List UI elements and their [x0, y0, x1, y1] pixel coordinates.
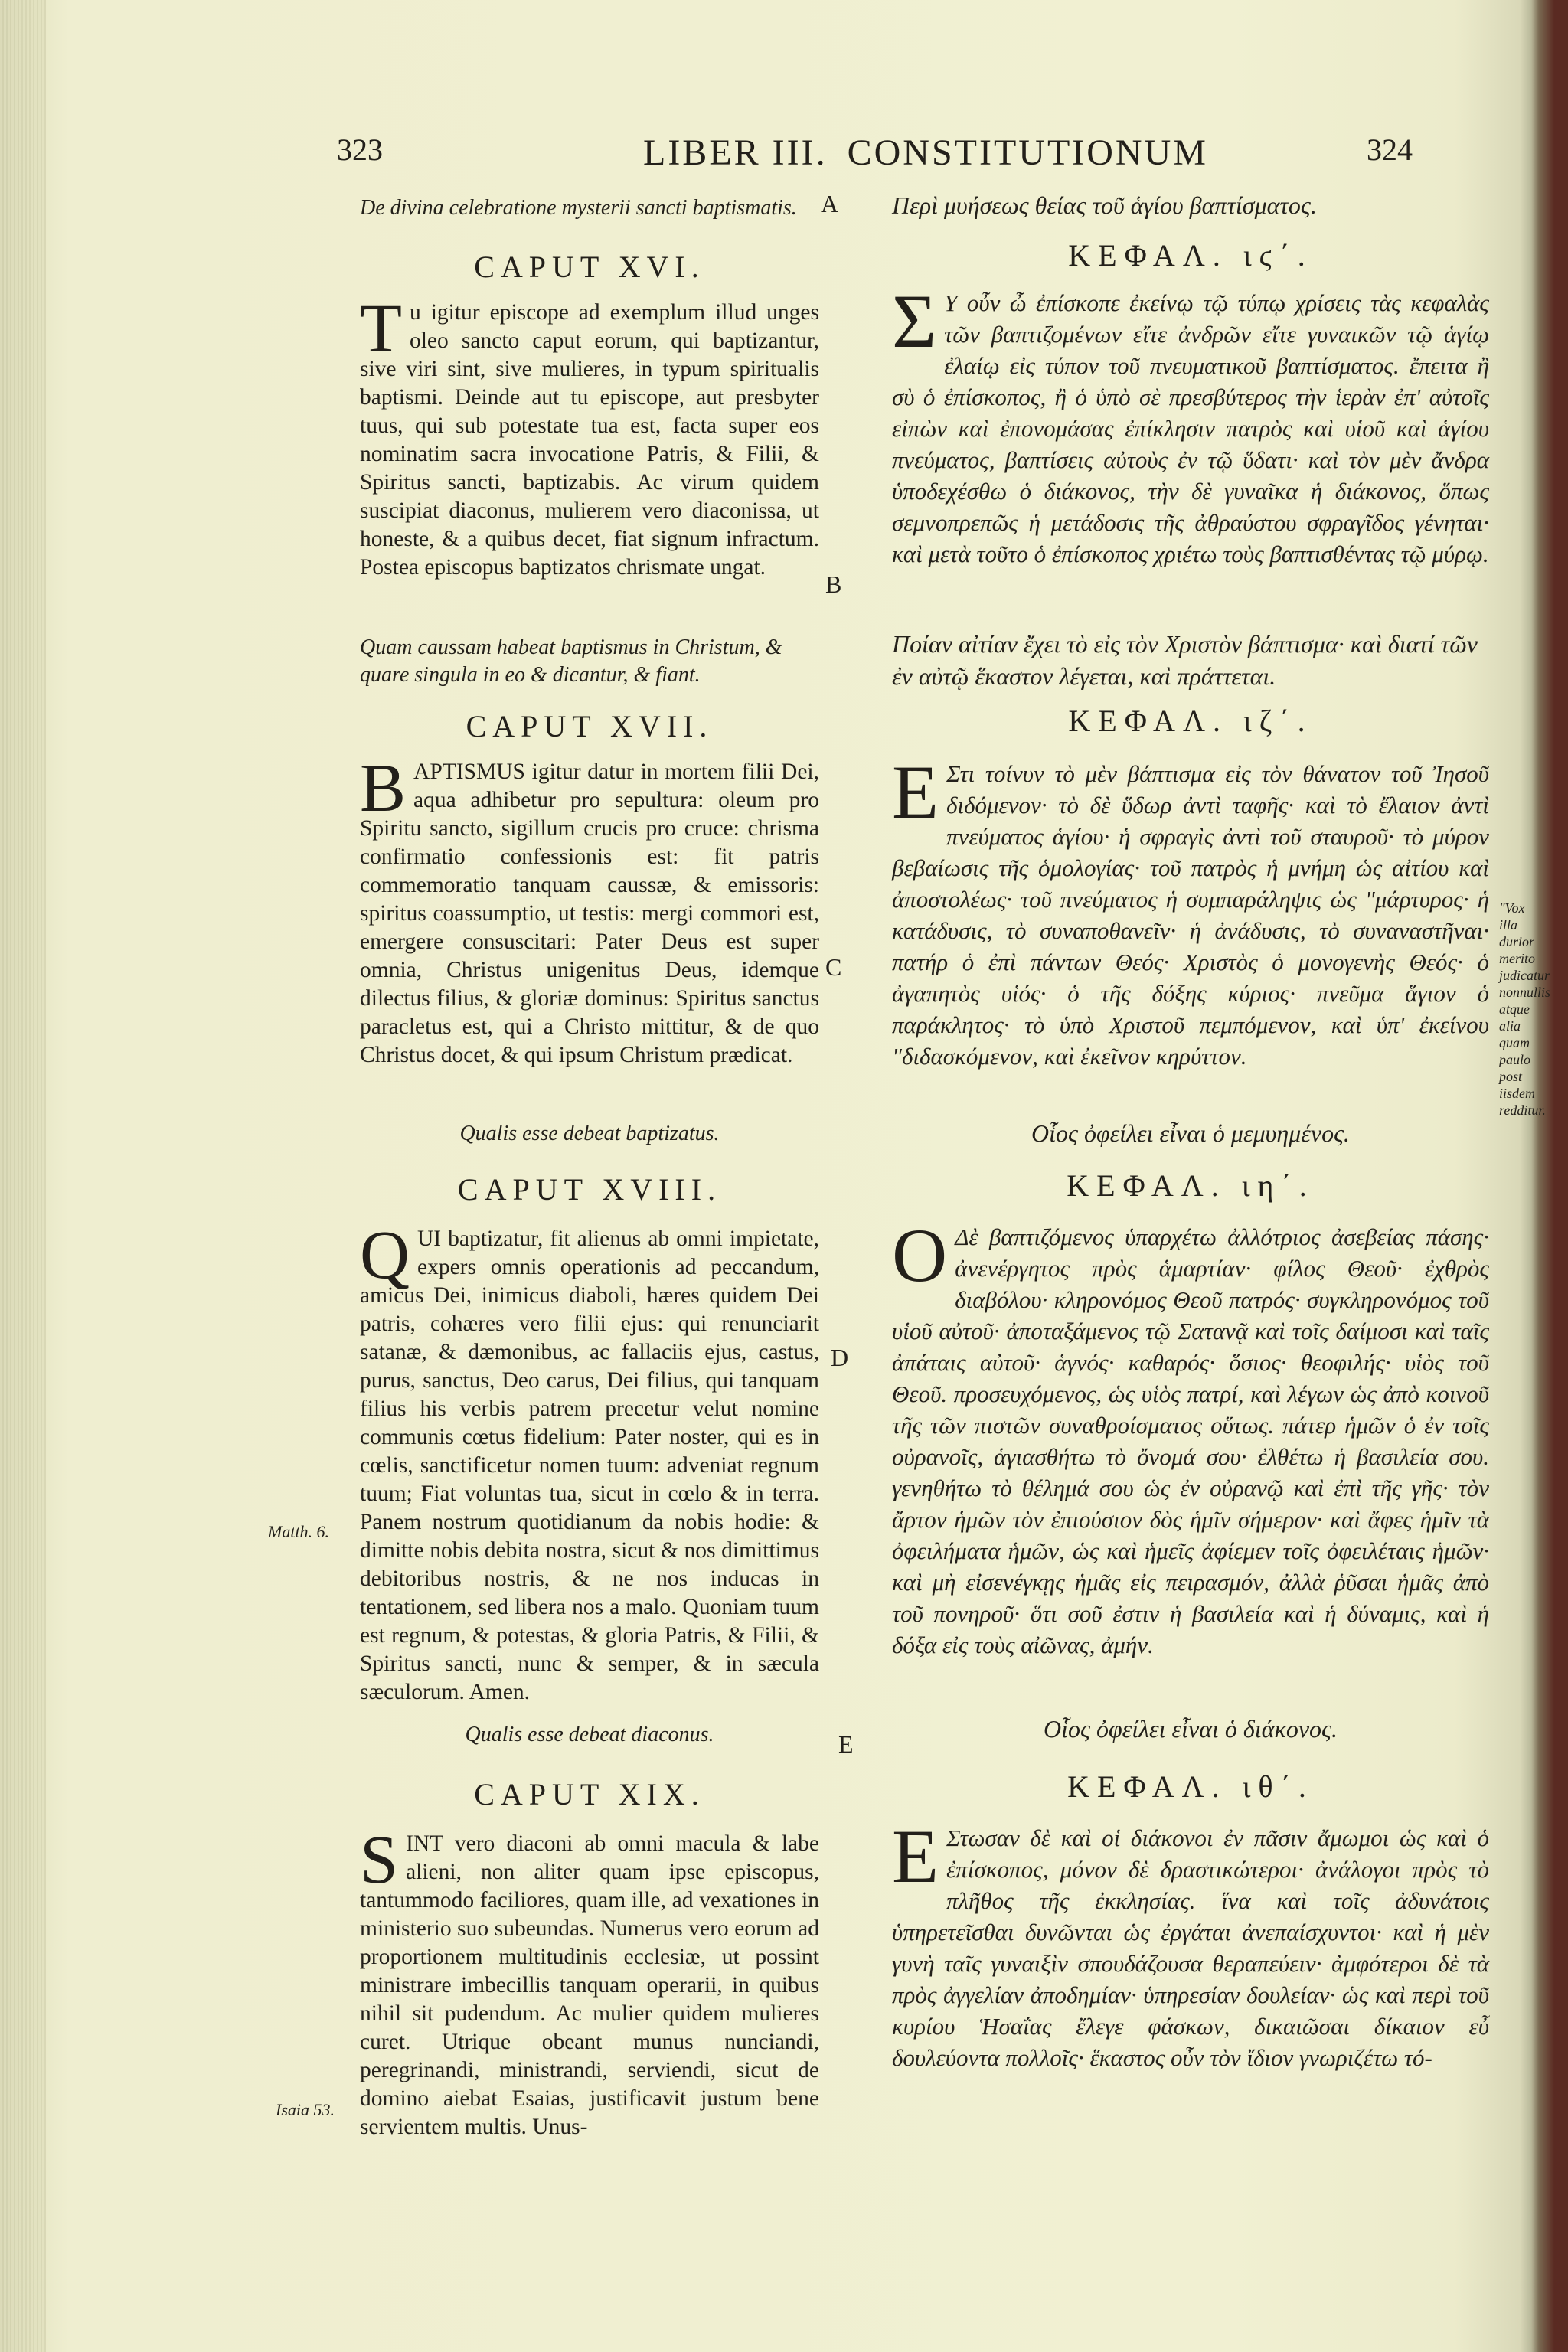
greek-kephal-16: ΚΕΦΑΛ. ιϛ΄. [1068, 238, 1313, 273]
page [46, 0, 1551, 2352]
greek-heading-19: Οἷος ὀφείλει εἶναι ὁ διάκονος. [1043, 1715, 1338, 1743]
greek-kephal-19: ΚΕΦΑΛ. ιθ΄. [1067, 1769, 1314, 1804]
greek-heading-17: Ποίαν αἰτίαν ἔχει τὸ εἰς τὸν Χριστὸν βάπτισμα· καὶ διατί τῶν ἐν αὐτῷ ἕκαστον λέγεται, καὶ πράττεται. [892, 630, 1478, 690]
latin-text-16: u igitur episcope ad exemplum illud unges oleo sancto caput eorum, qui baptizantur, sive viri sint, sive mulieres, in typum spiritualis baptismi. Deinde aut tu episcope, aut presbyter tuus, qui sub potestate tua est, facta super eos nominatim sacra invocatione Patris, & Filii, & Spiritus sancti, baptizabis. Ac virum quidem suscipiat diaconus, mulierem vero diaconissa, ut honeste, & a quibus decet, fiat signum infractum. Postea episcopus baptizatos chrismate ungat. [360, 300, 819, 580]
greek-heading-18: Οἷος ὀφείλει εἶναι ὁ μεμυημένος. [1031, 1119, 1351, 1147]
page-edges [0, 0, 46, 2352]
greek-text-17: Στι τοίνυν τὸ μὲν βάπτισμα εἰς τὸν θάνατον τοῦ Ἰησοῦ διδόμενον· τὸ δὲ ὕδωρ ἀντὶ ταφῆς· καὶ τὸ ἔλαιον ἀντὶ πνεύματος ἁγίου· ἡ σφραγὶς ἀντὶ τοῦ σταυροῦ· τὸ μύρον βεβαίωσις τῆς ὁμολογίας· τοῦ πατρὸς ἡ μνήμη ὡς αἰτίου καὶ ἀποστολέως· τοῦ πνεύματος ἡ συμπαράληψις ὡς "μάρτυρος· ἡ κατάδυσις, τὸ συναποθανεῖν· ἡ ἀνάδυσις, τὸ συναναστῆναι· πατήρ ὁ ἐπὶ πάντων Θεός· Χριστὸς ὁ μονογενὴς Θεός· ὁ ἀγαπητὸς υἱός· ὁ τῆς δόξης κύριος· πνεῦμα ἅγιον ὁ παράκλητος· τὸ ὑπὸ Χριστοῦ πεμπόμενον, καὶ ὑπ' ἐκείνου "διδασκόμενον, καὶ ἐκεῖνον κηρύττον. [892, 760, 1489, 1070]
latin-initial-18: Q [360, 1217, 410, 1293]
latin-heading-16: De divina celebratione mysterii sancti baptismatis. [360, 196, 797, 220]
latin-chapter-16 [360, 291, 819, 582]
greek-kephal-17: ΚΕΦΑΛ. ιζ΄. [1068, 704, 1313, 738]
greek-initial-16: Σ [892, 279, 937, 364]
greek-initial-17: Ε [892, 750, 939, 835]
latin-text-18: UI baptizatur, fit alienus ab omni impietate, expers omnis operationis ad peccandum, amicus Dei, inimicus diaboli, hæres quidem Dei patris, cohæres vero filii ejus: qui renunciarit satanæ, & dæmonibus, ac fallaciis ejus, castus, purus, sanctus, Deo carus, Dei filius, qui tanquam filius his verbis patrem precetur velut nomine communis cœtus fidelium: Pater noster, qui es in cœlis, sanctificetur nomen tuum: adveniat regnum tuum; Fiat voluntas tua, sicut in cœlo & in terra. Panem nostrum quotidianum da nobis hodie: & dimitte nobis debita nostra, sicut & nos dimittimus debitoribus nostris, & ne nos inducas in tentationem, sed libera nos a malo. Quoniam tuum est regnum, & potestas, & gloria Patris, & Filii, & Spiritus sancti, nunc & semper, & in sæcula sæculorum. Amen. [360, 1227, 819, 1704]
latin-caput-19: CAPUT XIX. [474, 1777, 705, 1811]
running-title-const: CONSTITUTIONUM [847, 132, 1208, 173]
latin-caput-17: CAPUT XVII. [466, 709, 714, 743]
latin-caput-16: CAPUT XVI. [474, 250, 705, 284]
latin-chapter-19 [360, 1822, 819, 2141]
greek-margin-note: "Vox illa durior merito judicatur nonnullis atque alia quam paulo post iisdem redditur. [1499, 900, 1551, 1118]
greek-kephal-18: ΚΕΦΑΛ. ιη΄. [1067, 1168, 1315, 1203]
greek-text-16: Υ οὖν ὦ ἐπίσκοπε ἐκείνῳ τῷ τύπῳ χρίσεις τὰς κεφαλὰς τῶν βαπτιζομένων εἴτε ἀνδρῶν εἴτε γυναικῶν τῷ ἁγίῳ ἐλαίῳ εἰς τύπον τοῦ πνευματικοῦ βαπτίσματος. ἔπειτα ἢ σὺ ὁ ἐπίσκοπος, ἢ ὁ ὑπὸ σὲ πρεσβύτερος τὴν ἱερὰν ἐπ' αὐτοῖς εἰπὼν καὶ ἐπονομάσας ἐπίκλησιν πατρὸς καὶ υἱοῦ καὶ ἁγίου πνεύματος, βαπτίσεις αὐτοὺς ἐν τῷ ὕδατι· καὶ τὸν μὲν ἄνδρα ὑποδεχέσθω ὁ διάκονος, τὴν δὲ γυναῖκα ἡ διάκονος, ὅπως σεμνοπρεπῶς ἡ μετάδοσις τῆς ἀθραύστου σφραγῖδος γένηται· καὶ μετὰ τοῦτο ὁ ἐπίσκοπος χριέτω τοὺς βαπτισθέντας τῷ μύρῳ. [892, 289, 1489, 567]
greek-chapter-17 [892, 750, 1489, 1072]
latin-chapter-18 [360, 1217, 819, 1707]
latin-text-19: INT vero diaconi ab omni macula & labe alieni, non aliter quam ipse episcopus, tantummodo faciliores, quam ille, ad vexationes in ministerio suo subeundas. Numerus vero eorum ad proportionem multitudinis ecclesiæ, ut possint ministrare imbecillis tanquam operarii, in quibus nihil sit pudendum. Ac mulier quidem mulieres curet. Utrique obeant munus nunciandi, peregrinandi, ministrandi, serviendi, sicut de domino aiebat Esaias, justificavit justum bene servientem multis. Unus- [360, 1831, 819, 2139]
latin-caput-18: CAPUT XVIII. [457, 1172, 722, 1207]
greek-chapter-18 [892, 1213, 1489, 1661]
latin-chapter-17 [360, 750, 819, 1070]
latin-text-17: APTISMUS igitur datur in mortem filii Dei, aqua adhibetur pro sepultura: oleum pro Spiritu sancto, sigillum crucis pro cruce: chrisma confirmatio confessionis est: fit patris commemoratio tanquam caussæ, & emissoris: spiritus coassumptio, ut testis: mergi commori est, emergere consuscitari: Pater Deus est super omnia, Christus unigenitus Deus, idemque dilectus filius, & gloriæ dominus: Spiritus sanctus paracletus est, qui a Christo mittitur, & de quo Christus docet, & qui ipsum Christum prædicat. [360, 760, 819, 1067]
latin-heading-17: Quam caussam habeat baptismus in Christum, & quare singula in eo & dicantur, & fiant. [360, 635, 782, 687]
marker-d: D [831, 1344, 849, 1371]
marker-a: A [821, 190, 839, 217]
latin-heading-19: Qualis esse debeat diaconus. [465, 1723, 714, 1746]
marker-e: E [838, 1730, 854, 1758]
latin-initial-16: T [360, 291, 402, 367]
latin-initial-17: B [360, 750, 407, 826]
greek-chapter-16 [892, 279, 1489, 570]
right-page-number: 324 [1367, 132, 1413, 167]
marker-b: B [825, 570, 842, 598]
running-title-liber: LIBER III. [643, 132, 828, 173]
greek-initial-19: Ε [892, 1814, 939, 1899]
running-title [643, 132, 1208, 174]
greek-text-19: Στωσαν δὲ καὶ οἱ διάκονοι ἐν πᾶσιν ἄμωμοι ὡς καὶ ὁ ἐπίσκοπος, μόνον δὲ δραστικώτεροι· ἀνάλογοι πρὸς τὸ πλῆθος τῆς ἐκκλησίας. ἵνα καὶ τοῖς ἀδυνάτοις ὑπηρετεῖσθαι δυνῶνται ὡς ἐργάται ἀνεπαίσχυντοι· καὶ ἡ μὲν γυνὴ ταῖς γυναιξὶν σπουδάζουσα θεραπεύειν· ἀμφότεροι δὲ τὰ πρὸς ἀγγελίαν ἀποδημίαν· ὑπηρεσίαν δουλείαν· ὡς καὶ περὶ τοῦ κυρίου Ἡσαΐας ἔλεγε φάσκων, δικαιῶσαι δίκαιον εὖ δουλεύοντα πολλοῖς· ἕκαστος οὖν τὸν ἴδιον γνωριζέτω τό- [892, 1824, 1489, 2071]
greek-heading-16: Περὶ μυήσεως θείας τοῦ ἁγίου βαπτίσματος. [892, 191, 1317, 219]
greek-initial-18: Ο [892, 1213, 948, 1298]
latin-heading-18: Qualis esse debeat baptizatus. [459, 1122, 720, 1145]
latin-initial-19: S [360, 1822, 399, 1898]
marker-c: C [825, 953, 842, 981]
latin-margin-isaia: Isaia 53. [276, 2100, 335, 2119]
greek-text-18: Δὲ βαπτιζόμενος ὑπαρχέτω ἀλλότριος ἀσεβείας πάσης· ἀνενέργητος πρὸς ἁμαρτίαν· φίλος Θεοῦ· ἐχθρὸς διαβόλου· κληρονόμος Θεοῦ πατρός· συγκληρονόμος τοῦ υἱοῦ αὐτοῦ· ἀποταξάμενος τῷ Σατανᾷ καὶ τοῖς δαίμοσι καὶ ταῖς ἀπάταις αὐτοῦ· ἁγνός· καθαρός· ὅσιος· θεοφιλής· υἱὸς τοῦ Θεοῦ. προσευχόμενος, ὡς υἱὸς πατρί, καὶ λέγων ὡς ἀπὸ κοινοῦ τῆς τῶν πιστῶν συναθροίσματος οὕτως. πάτερ ἡμῶν ὁ ἐν τοῖς οὐρανοῖς, ἁγιασθήτω τὸ ὄνομά σου· ἐλθέτω ἡ βασιλεία σου. γενηθήτω τὸ θέλημά σου ὡς ἐν οὐρανῷ καὶ ἐπὶ τῆς γῆς· τὸν ἄρτον ἡμῶν τὸν ἐπιούσιον δὸς ἡμῖν σήμερον· καὶ ἄφες ἡμῖν τὰ ὀφειλήματα ἡμῶν, ὡς καὶ ἡμεῖς ἀφίεμεν τοῖς ὀφειλέταις ἡμῶν· καὶ μὴ εἰσενέγκῃς ἡμᾶς εἰς πειρασμόν, ἀλλὰ ῥῦσαι ἡμᾶς ἀπὸ τοῦ πονηροῦ· ὅτι σοῦ ἐστιν ἡ βασιλεία καὶ ἡ δύναμις, καὶ ἡ δόξα εἰς τοὺς αἰῶνας, ἀμήν. [892, 1223, 1489, 1658]
latin-margin-matth: Matth. 6. [268, 1522, 330, 1541]
greek-chapter-19 [892, 1814, 1489, 2073]
left-page-number: 323 [337, 132, 383, 167]
